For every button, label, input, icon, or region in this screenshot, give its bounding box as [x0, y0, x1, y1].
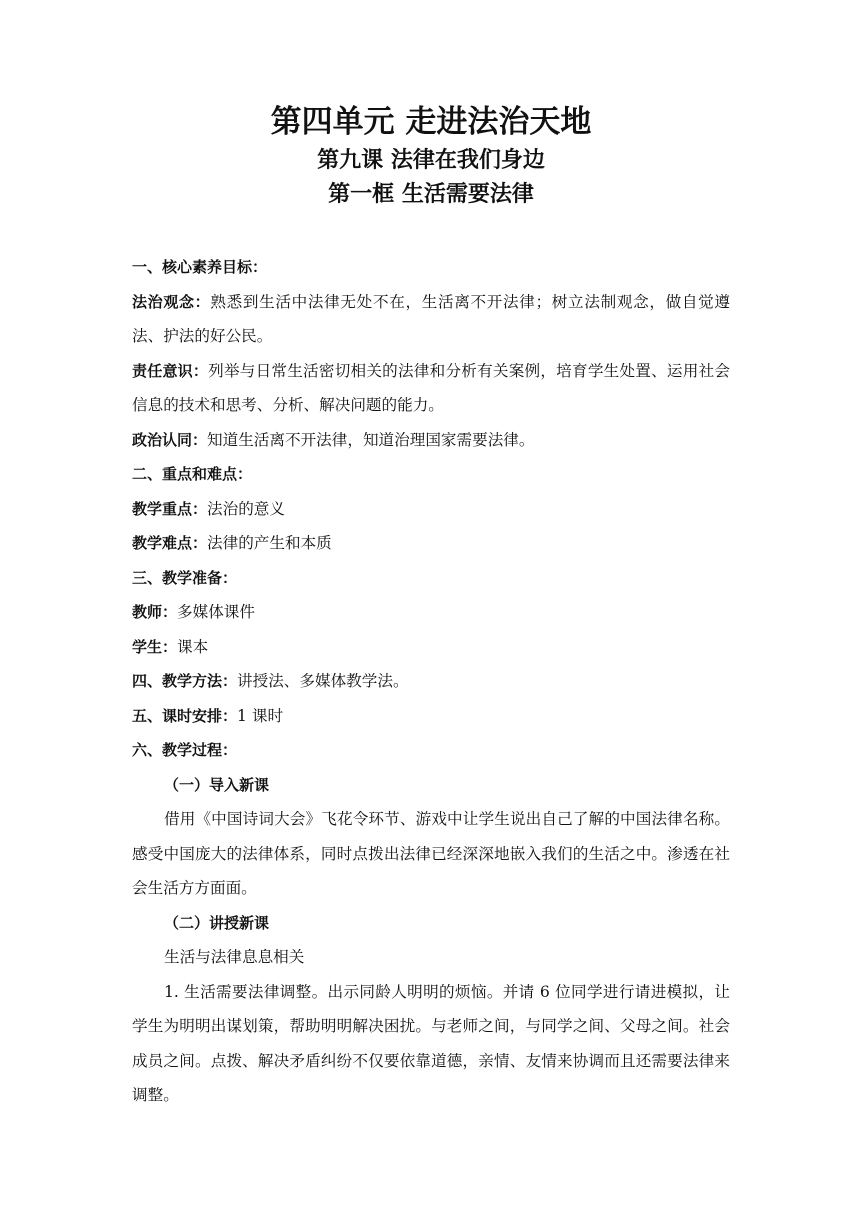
key-point-label: 教学重点：	[132, 499, 208, 518]
time-heading: 五、课时安排：	[132, 706, 238, 725]
teacher-label: 教师：	[132, 603, 178, 621]
goals-heading: 一、核心素养目标：	[132, 258, 268, 276]
student-prep	[132, 630, 730, 665]
goal-responsibility	[132, 354, 730, 423]
key-point	[132, 492, 730, 527]
step2-subheading: 生活与法律息息相关	[164, 948, 305, 966]
goal-text: 熟悉到生活中法律无处不在，生活离不开法律；树立法制观念，做自觉遵法、护法的好公民。	[132, 292, 730, 345]
goal-label: 责任意识：	[132, 361, 209, 380]
student-label: 学生：	[132, 637, 178, 656]
lesson-title: 第九课 法律在我们身边	[317, 148, 545, 173]
goal-label: 法治观念：	[132, 292, 211, 311]
class-hours	[132, 699, 730, 734]
method-heading: 四、教学方法：	[132, 672, 238, 690]
key-difficulty-heading: 二、重点和难点：	[132, 465, 253, 483]
preparation-heading: 三、教学准备：	[132, 568, 238, 587]
step1-text: 借用《中国诗词大会》飞花令环节、游戏中让学生说出自己了解的中国法律名称。感受中国庞大的法律体系，同时点拨出法律已经深深地嵌入我们的生活之中。渗透在社会生活方方面面。	[132, 810, 730, 897]
goal-political	[132, 423, 730, 458]
goal-label: 政治认同：	[132, 430, 208, 449]
document-body	[132, 250, 730, 1113]
key-point-text: 法治的意义	[207, 499, 285, 518]
method-text: 讲授法、多媒体教学法。	[237, 672, 409, 690]
student-text: 课本	[177, 637, 209, 656]
goal-rule-of-law	[132, 285, 730, 354]
difficult-point-text: 法律的产生和本质	[207, 534, 332, 552]
title-block	[132, 0, 730, 212]
goal-text: 知道生活离不开法律，知道治理国家需要法律。	[207, 430, 535, 449]
difficult-point-label: 教学难点：	[132, 534, 208, 552]
step2-heading: （二）讲授新课	[164, 913, 270, 932]
goal-text: 列举与日常生活密切相关的法律和分析有关案例，培育学生处置、运用社会信息的技术和思考、分析、解决问题的能力。	[132, 361, 730, 414]
unit-title: 第四单元 走进法治天地	[270, 104, 592, 140]
time-text: 1 课时	[237, 706, 284, 725]
section-title: 第一框 生活需要法律	[328, 182, 534, 207]
step1-heading: （一）导入新课	[164, 775, 270, 794]
difficult-point	[132, 526, 730, 561]
teacher-prep	[132, 595, 730, 630]
process-heading: 六、教学过程：	[132, 741, 238, 759]
teaching-method	[132, 664, 730, 699]
step2-text: 1. 生活需要法律调整。出示同龄人明明的烦恼。并请 6 位同学进行请进模拟，让学生为明明出谋划策，帮助明明解决困扰。与老师之间，与同学之间、父母之间。社会成员之间。点拨、解决矛盾纠纷不仅要依靠道德，亲情、友情来协调而且还需要法律来调整。	[132, 982, 730, 1104]
teacher-text: 多媒体课件	[177, 603, 255, 621]
